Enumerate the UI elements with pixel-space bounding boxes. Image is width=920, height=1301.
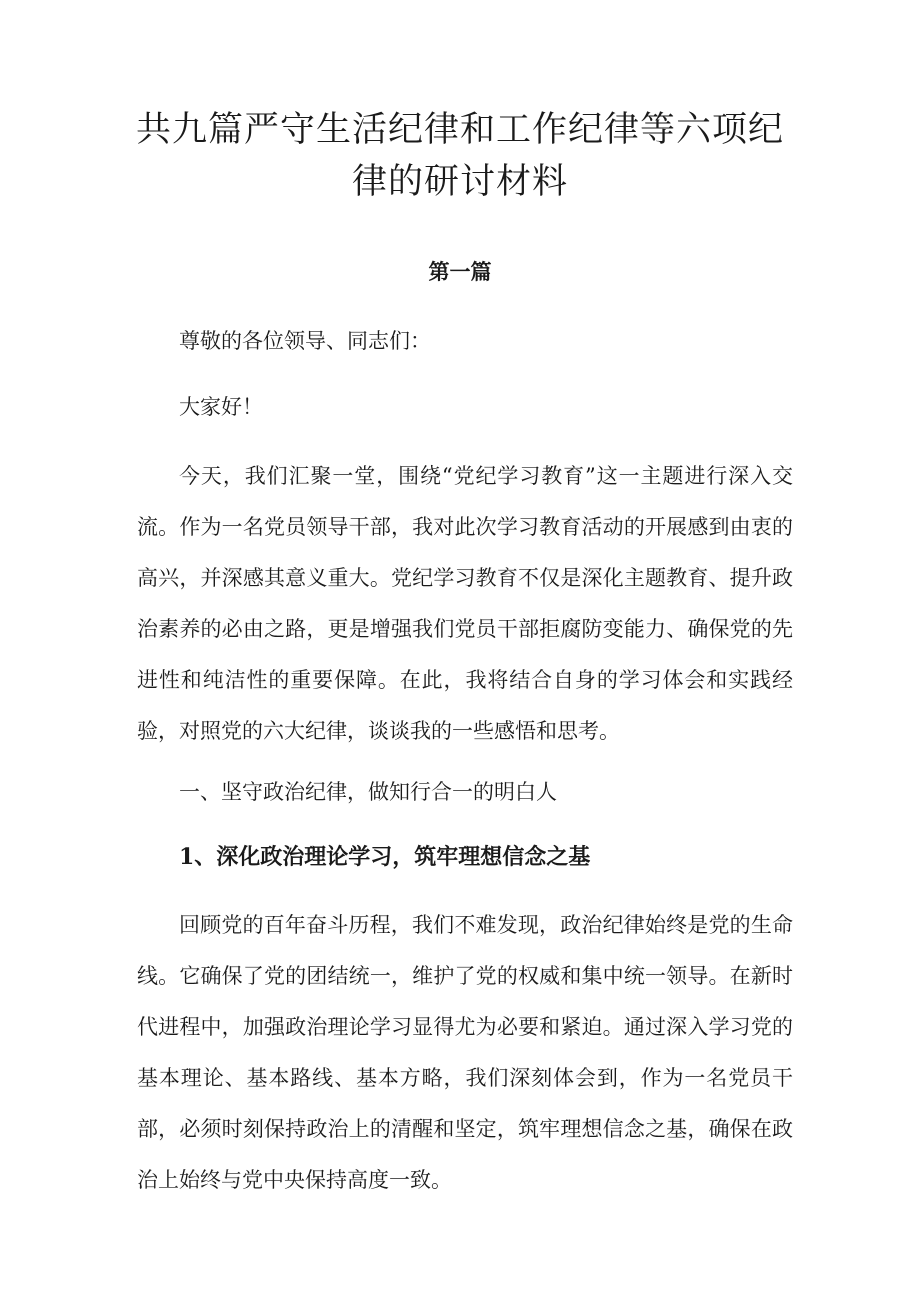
- heading-political-discipline: 一、坚守政治纪律，做知行合一的明白人: [179, 780, 557, 804]
- section-title: 第一篇: [428, 259, 492, 284]
- intro-paragraph: 今天，我们汇聚一堂，围绕“党纪学习教育”这一主题进行深入交流。作为一名党员领导干部，我对此次学习教育活动的开展感到由衷的高兴，并深感其意义重大。党纪学习教育不仅是深化主题教育、提升政治素养的必由之路，更是增强我们党员干部拒腐防变能力、确保党的先进性和纯洁性的重要保障。在此，我将结合自身的学习体会和实践经验，对照党的六大纪律，谈谈我的一些感悟和思考。: [137, 464, 793, 743]
- subheading-theory-study: 1、深化政治理论学习，筑牢理想信念之基: [179, 844, 591, 870]
- greeting: 大家好！: [179, 395, 263, 419]
- salutation: 尊敬的各位领导、同志们：: [179, 329, 431, 353]
- document-title: 共九篇严守生活纪律和工作纪律等六项纪律的研讨材料: [135, 110, 784, 202]
- body-paragraph: 回顾党的百年奋斗历程，我们不难发现，政治纪律始终是党的生命线。它确保了党的团结统一，维护了党的权威和集中统一领导。在新时代进程中，加强政治理论学习显得尤为必要和紧迫。通过深入学习党的基本理论、基本路线、基本方略，我们深刻体会到，作为一名党员干部，必须时刻保持政治上的清醒和坚定，筑牢理想信念之基，确保在政治上始终与党中央保持高度一致。: [137, 913, 793, 1192]
